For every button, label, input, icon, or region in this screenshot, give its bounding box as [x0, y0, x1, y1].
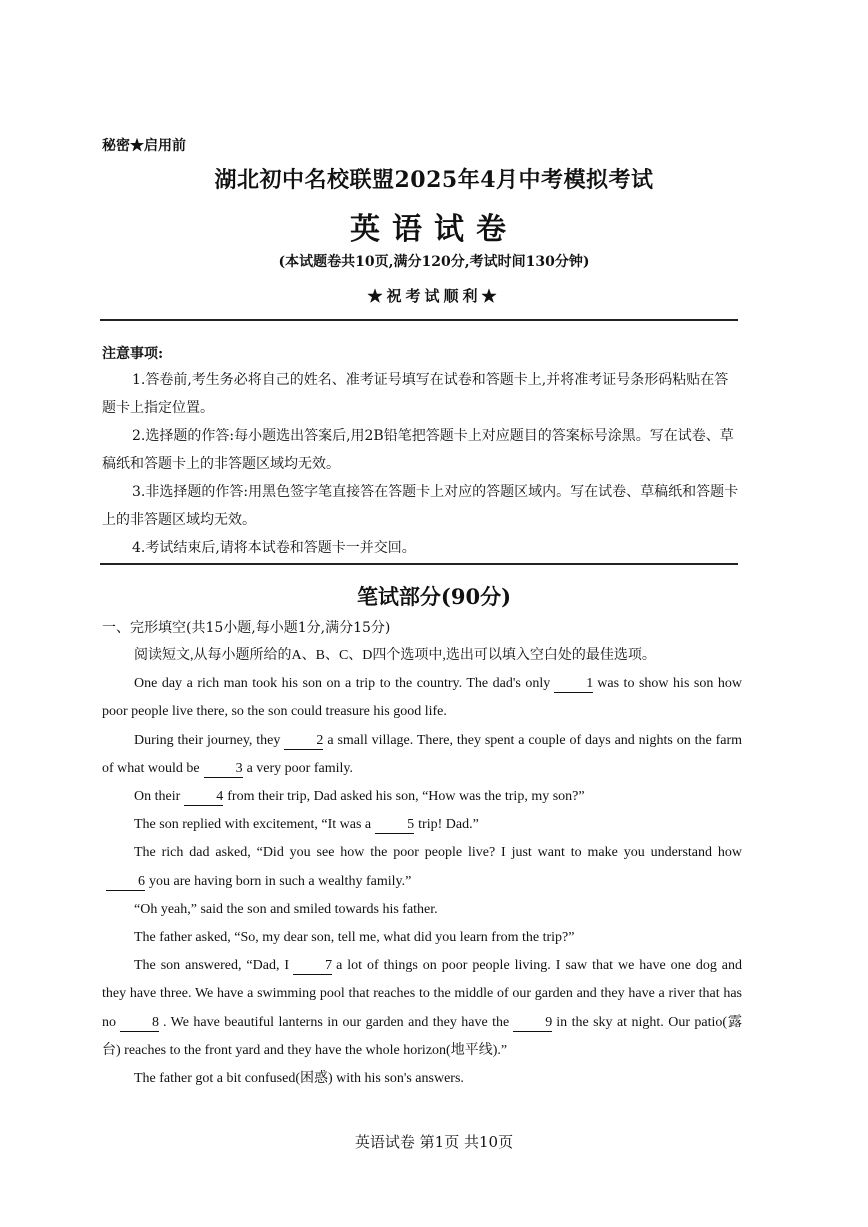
part-heading: 一、完形填空(共15小题,每小题1分,满分15分) — [102, 620, 391, 636]
blank-6: 6 — [106, 874, 145, 891]
notes-heading: 注意事项: — [102, 346, 164, 362]
subject-title: 英语试卷 — [350, 212, 518, 247]
divider-bottom — [100, 563, 738, 565]
exam-info: (本试题卷共10页,满分120分,考试时间130分钟) — [278, 254, 590, 270]
notes-list — [102, 366, 742, 562]
cloze-passage — [102, 642, 742, 1093]
passage-paragraph: During their journey, they 2 a small village. There, they spent a couple of days and nights on the farm of what would be 3 a very poor family. — [102, 732, 742, 776]
passage-paragraph: The rich dad asked, “Did you see how the poor people live? I just want to make you understand how6 you are having born in such a wealthy family.” — [102, 839, 742, 895]
blank-4: 4 — [184, 789, 223, 806]
blank-2: 2 — [284, 733, 323, 750]
note-item: 4.考试结束后,请将本试卷和答题卡一并交回。 — [132, 540, 416, 556]
passage-paragraph: One day a rich man took his son on a trip to the country. The dad's only 1 was to show his son how poor people live there, so the son could treasure his good life. — [102, 676, 742, 720]
passage-paragraph: The son answered, “Dad, I 7 a lot of things on poor people living. I saw that we have one dog and they have three. We have a swimming pool that reaches to the middle of our garden and they have a river that has no 8 . We have beautiful lanterns in our garden and they have the 9 in the sky at night. Our patio(露台) reaches to the front yard and they have the whole horizon(地平线).” — [102, 958, 743, 1058]
divider-top — [100, 319, 738, 321]
passage-paragraph: The son replied with excitement, “It was a 5 trip! Dad.” — [134, 817, 479, 833]
passage-paragraph: On their 4 from their trip, Dad asked his son, “How was the trip, my son?” — [134, 789, 585, 805]
good-luck-banner: ★祝考试顺利★ — [367, 287, 501, 305]
section-title: 笔试部分(90分) — [356, 584, 512, 609]
blank-1: 1 — [554, 676, 593, 693]
blank-7: 7 — [293, 958, 332, 975]
blank-5: 5 — [375, 817, 414, 834]
exam-title: 湖北初中名校联盟2025年4月中考模拟考试 — [214, 167, 654, 193]
blank-8: 8 — [120, 1015, 159, 1032]
passage-paragraph: The father got a bit confused(困惑) with his son's answers. — [134, 1071, 464, 1087]
note-item: 3.非选择题的作答:用黑色签字笔直接答在答题卡上对应的答题区域内。写在试卷、草稿纸和答题卡上的非答题区域均无效。 — [102, 484, 739, 528]
note-item: 1.答卷前,考生务必将自己的姓名、准考证号填写在试卷和答题卡上,并将准考证号条形码粘贴在答题卡上指定位置。 — [102, 372, 729, 416]
confidential-label: 秘密★启用前 — [102, 138, 186, 154]
blank-3: 3 — [204, 761, 243, 778]
page-footer: 英语试卷 第1页 共10页 — [354, 1133, 514, 1151]
passage-paragraph: The father asked, “So, my dear son, tell me, what did you learn from the trip?” — [134, 930, 575, 946]
blank-9: 9 — [513, 1015, 552, 1032]
note-item: 2.选择题的作答:每小题选出答案后,用2B铅笔把答题卡上对应题目的答案标号涂黑。写在试卷、草稿纸和答题卡上的非答题区域均无效。 — [102, 428, 734, 472]
instruction: 阅读短文,从每小题所给的A、B、C、D四个选项中,选出可以填入空白处的最佳选项。 — [134, 648, 656, 663]
passage-paragraph: “Oh yeah,” said the son and smiled towards his father. — [134, 901, 438, 917]
